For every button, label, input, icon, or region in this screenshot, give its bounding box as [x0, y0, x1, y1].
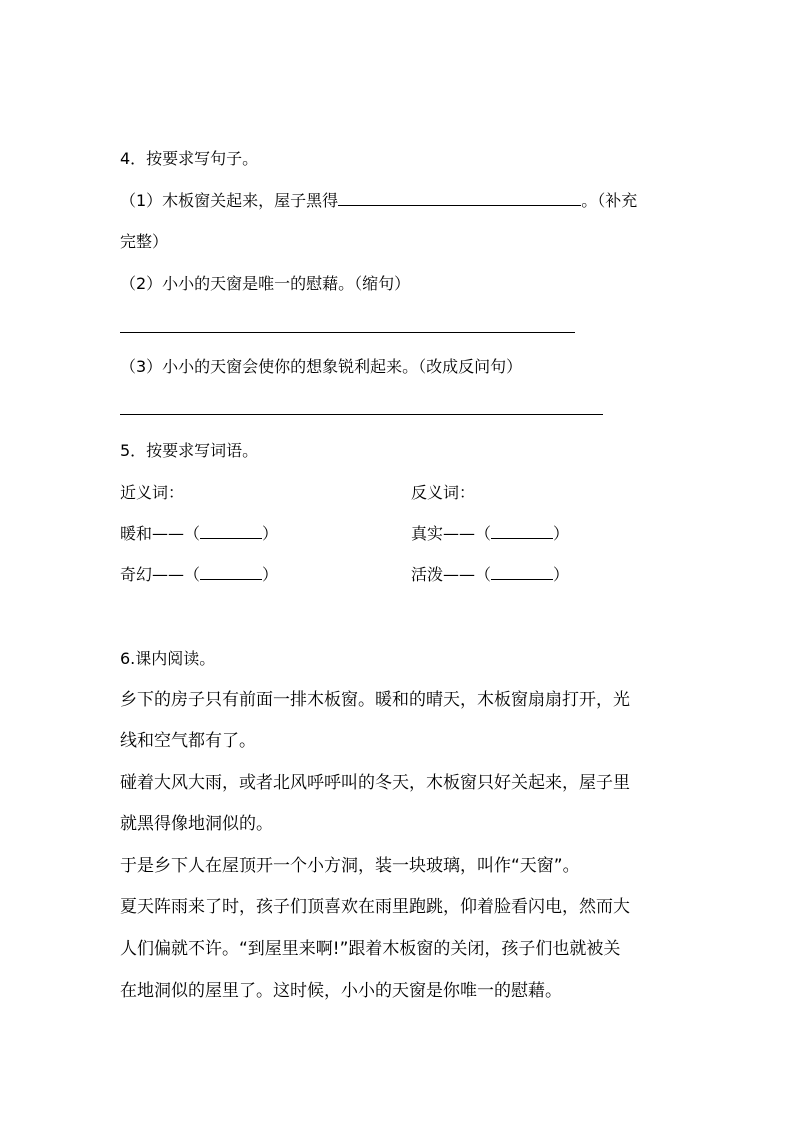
q4-item2: （2）小小的天窗是唯一的慰藉。（缩句） — [120, 274, 411, 293]
q6-passage-line: 线和空气都有了。 — [120, 731, 256, 751]
word-blank[interactable] — [491, 524, 553, 539]
q6-passage-line: 人们偏就不许。“到屋里来啊!”跟着木板窗的关闭，孩子们也就被关 — [120, 939, 621, 959]
word-close: ） — [262, 565, 279, 584]
q6-passage-line: 于是乡下人在屋顶开一个小方洞，装一块玻璃，叫作“天窗”。 — [120, 856, 580, 876]
q5-antonym-row-2 — [411, 563, 569, 587]
word-close: ） — [553, 565, 570, 584]
q4-item2-answer-line[interactable] — [120, 332, 575, 333]
word-close: ） — [262, 524, 279, 543]
q4-item1-text: （1）木板窗关起来，屋子黑得 — [120, 191, 339, 210]
q6-passage-line: 在地洞似的屋里了。这时候，小小的天窗是你唯一的慰藉。 — [120, 981, 562, 1001]
word-prompt: 暖和——（ — [120, 524, 201, 543]
word-prompt: 活泼——（ — [411, 565, 492, 584]
word-blank[interactable] — [200, 565, 262, 580]
q6-passage-line: 乡下的房子只有前面一排木板窗。暖和的晴天，木板窗扇扇打开，光 — [120, 690, 630, 710]
q5-synonym-row-2 — [120, 563, 278, 587]
q4-item1-blank[interactable] — [338, 191, 581, 206]
q4-item1-end: 。（补充 — [581, 191, 638, 210]
q4-heading: 4．按要求写句子。 — [120, 149, 259, 168]
q5-synonym-label: 近义词： — [120, 483, 185, 502]
q4-item3-answer-line[interactable] — [120, 414, 603, 415]
q6-passage-line: 夏天阵雨来了时，孩子们顶喜欢在雨里跑跳，仰着脸看闪电，然而大 — [120, 897, 630, 917]
word-close: ） — [553, 524, 570, 543]
q6-passage-line: 就黑得像地洞似的。 — [120, 814, 273, 834]
q5-synonym-row-1 — [120, 522, 278, 546]
q6-heading: 6.课内阅读。 — [120, 649, 216, 668]
word-prompt: 真实——（ — [411, 524, 492, 543]
q5-heading: 5．按要求写词语。 — [120, 441, 259, 460]
word-blank[interactable] — [491, 565, 553, 580]
q5-antonym-label: 反义词： — [411, 483, 476, 502]
q4-item1-continuation: 完整） — [120, 232, 169, 251]
word-prompt: 奇幻——（ — [120, 565, 201, 584]
word-blank[interactable] — [200, 524, 262, 539]
q6-passage-line: 碰着大风大雨，或者北风呼呼叫的冬天，木板窗只好关起来，屋子里 — [120, 773, 630, 793]
q4-item3: （3）小小的天窗会使你的想象锐利起来。（改成反问句） — [120, 357, 523, 376]
q4-item1 — [120, 189, 637, 213]
q5-antonym-row-1 — [411, 522, 569, 546]
